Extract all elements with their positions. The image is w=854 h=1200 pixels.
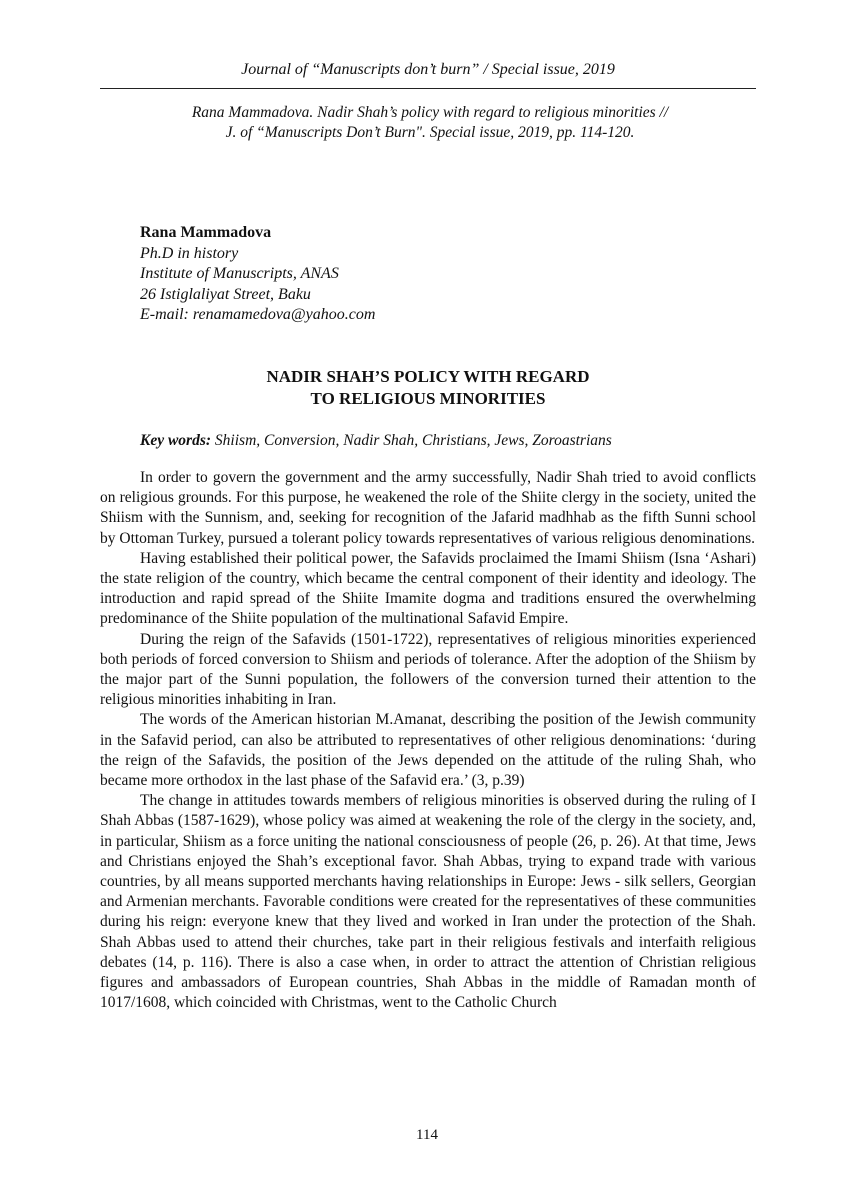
author-email: E-mail: renamamedova@yahoo.com xyxy=(140,306,376,323)
author-address: 26 Istiglaliyat Street, Baku xyxy=(140,285,311,303)
keywords xyxy=(140,431,612,451)
body-paragraph: During the reign of the Safavids (1501-1722), representatives of religious minorities experienced both periods of forced conversion to Shiism and periods of tolerance. After the adoption of the Shiism by the major part of the Sunni population, the followers of the conversion turned their attention to the religious minorities inhabiting in Iran. xyxy=(100,630,756,709)
body-paragraph: The change in attitudes towards members of religious minorities is observed during the ruling of I Shah Abbas (1587-1629), whose policy was aimed at weakening the role of the clergy in the society, and, in particular, Shiism as a force uniting the national consciousness of people (26, p. 26). At that time, Jews and Christians enjoyed the Shah’s exceptional favor. Shah Abbas, trying to expand trade with various countries, by all means supported merchants having relationships in Europe: Jews - silk sellers, Georgian and Armenian merchants. Favorable conditions were created for the representatives of these communities during his reign: everyone knew that they lived and worked in Iran under the protection of the Shah. Shah Abbas used to attend their churches, take part in their religious festivals and interfaith religious debates (14, p. 116). There is also a case when, in order to attract the attention of Christian religious figures and ambassadors of European countries, Shah Abbas in the middle of Ramadan month of 1017/1608, which coincided with Christmas, went to the Catholic Church xyxy=(100,792,756,1012)
header-rule xyxy=(100,88,756,89)
author-block xyxy=(140,223,375,326)
body-text xyxy=(100,468,756,1013)
body-paragraph: The words of the American historian M.Amanat, describing the position of the Jewish community in the Safavid period, can also be attributed to representatives of other religious denominations: ‘during the reign of the Safavids, the position of the Jews depended on the attitude of the ruling Shah, who became more orthodox in the last phase of the Safavid era.’ (3, p.39) xyxy=(100,711,756,790)
keywords-label: Key words: xyxy=(140,432,212,449)
citation-line-2: J. of “Manuscripts Don’t Burn". Special issue, 2019, pp. 114-120. xyxy=(225,124,635,141)
journal-header: Journal of “Manuscripts don’t burn” / Special issue, 2019 xyxy=(241,61,615,78)
body-paragraph: Having established their political power, the Safavids proclaimed the Imami Shiism (Isna ‘Ashari) the state religion of the country, which became the central component of their identity and ideology. The introduction and rapid spread of the Shiite Imamite dogma and traditions ensured the overwhelming predominance of the Shiite population of the multinational Safavid Empire. xyxy=(100,549,756,628)
paper-title-line-2: TO RELIGIOUS MINORITIES xyxy=(310,389,546,408)
paper-title xyxy=(100,366,756,410)
page-number: 114 xyxy=(416,1127,438,1143)
body-paragraph: In order to govern the government and the army successfully, Nadir Shah tried to avoid conflicts on religious grounds. For this purpose, he weakened the role of the Shiite clergy in the society, united the Shiism with the Sunnism, and, seeking for recognition of the Jafarid madhhab as the fifth Sunni school by Ottoman Turkey, pursued a tolerant policy towards representatives of various religious denominations. xyxy=(100,469,756,547)
citation-line-1: Rana Mammadova. Nadir Shah’s policy with regard to religious minorities // xyxy=(191,104,669,121)
citation xyxy=(130,103,730,143)
author-name: Rana Mammadova xyxy=(140,224,272,241)
paper-title-line-1: NADIR SHAH’S POLICY WITH REGARD xyxy=(266,367,590,386)
keywords-text: Shiism, Conversion, Nadir Shah, Christians, Jews, Zoroastrians xyxy=(214,432,612,449)
author-degree: Ph.D in history xyxy=(140,244,239,262)
author-institute: Institute of Manuscripts, ANAS xyxy=(140,265,339,282)
